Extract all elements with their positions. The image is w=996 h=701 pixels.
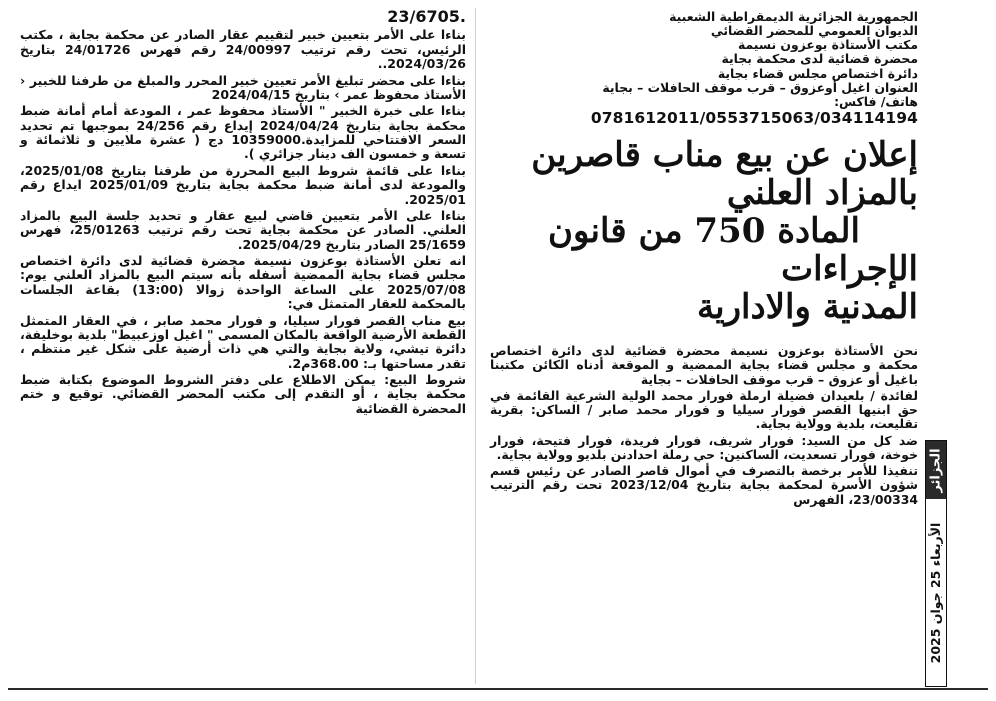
- spine-date: الأربعاء 25 جوان 2025: [927, 522, 943, 663]
- header-line-2: الديوان العمومي للمحضر القضائي: [710, 23, 918, 39]
- phone-numbers: 0781612011/0553715063/034114194: [590, 108, 918, 127]
- spine-title: الجزائر: [928, 447, 944, 493]
- left-paragraph-5: بناءا على الأمر بتعيين قاضي لبيع عقار و تحديد جلسة البيع بالمزاد العلني. الصادر عن محكمة بجاية تحت رقم ترتيب 25/01263، فهرس 25/1659 الصادر بتاريخ 2025/04/29.: [20, 207, 466, 252]
- header-line-1: الجمهورية الجزائرية الديمقراطية الشعبية: [669, 9, 918, 24]
- header-line-7: هاتف/ فاكس:: [834, 93, 918, 109]
- left-column: [20, 8, 466, 688]
- header-line-6: العنوان اغيل أوعزوق – قرب موقف الحافلات – بجاية: [602, 79, 918, 95]
- title-line-1: إعلان عن بيع مناب قاصرين: [531, 134, 918, 175]
- right-paragraph-1: نحن الأستاذة بوعزون نسيمة محضرة قضائية لدى دائرة اختصاص محكمة و مجلس قضاء بجاية الممضية و الموقعة أدناه الكائن مكتبنا باغيل أو عزوق – قرب موقف الحافلات – بجاية: [490, 343, 918, 387]
- header-line-4: محضرة قضائية لدى محكمة بجاية: [721, 51, 918, 67]
- left-paragraph-6: انه تعلن الأستاذة بوعزون نسيمة محضرة قضائية لدى دائرة اختصاص مجلس قضاء بجاية الممضية أسفله بأنه سيتم البيع بالمزاد العلني يوم: 2025/07/08 على الساعة الواحدة زوالا (13:00) بقاعة الجلسات بالمحكمة للعقار المتمثل في:: [20, 253, 467, 312]
- right-paragraph-3: ضد كل من السيد: فورار شريف، فورار فريدة، فورار فتيحة، فورار خوخة، فورار تسعديت، الساكنين: حي رملة احدادنن بلديو وولاية بجاية.: [490, 432, 918, 462]
- left-paragraph-7: بيع مناب القصر فورار سيليا، و فورار محمد صابر ، في العقار المتمثل القطعة الأرضية الواقعة بالمكان المسمى " اغيل اوزعبيط" بلدية بوخليفة، دائرة تيشي، ولاية بجاية والتي هي ذات أرضية على شكل غير منتظم ، تقدر مساحتها بـ: 368.00م2.: [20, 312, 466, 371]
- right-paragraph-4: تنفيذا للأمر برخصة بالتصرف في أموال قاصر الصادر عن رئيس قسم شؤون الأسرة لمحكمة بجاية بتاريخ 2023/12/04 تحت رقم الترتيب 23/00334، الفهرس: [490, 463, 918, 507]
- left-paragraph-4: بناءا على قائمة شروط البيع المحررة من طرفنا بتاريخ 2025/01/08، والمودعة لدى أمانة ضبط محكمة بجاية بتاريخ 2025/01/09 ايداع رقم 2025/01.: [20, 162, 466, 207]
- title-line-3: المادة 750 من قانون الإجراءات: [548, 210, 918, 289]
- title-line-4: المدنية والادارية: [696, 286, 918, 327]
- left-paragraph-3: بناءا على خبرة الخبير " الأستاذ محفوظ عمر ، المودعة أمام أمانة ضبط محكمة بجاية بتاريخ 2024/04/24 إيداع رقم 24/256 بموجبها تم تحديد السعر الافتتاحي للمزايدة.10359000 دج ( عشرة ملايين و ثلاثمائة و تسعة و خمسون الف دينار جزائري ).: [20, 103, 467, 162]
- column-divider: [475, 8, 476, 684]
- left-paragraph-8: شروط البيع: يمكن الاطلاع على دفتر الشروط الموضوع بكتابة ضبط محكمة بجاية ، أو التقدم إلى مكتب المحضر القضائي. توقيع و ختم المحضرة القضائية: [20, 372, 466, 416]
- newspaper-spine: [925, 440, 947, 687]
- left-paragraph-2: بناءا على محضر تبليغ الأمر تعيين خبير المحرر والمبلغ من طرفنا للخبير ‹ الأستاذ محفوظ عمر › بتاريخ 2024/04/15: [20, 72, 466, 102]
- right-paragraph-2: لفائدة / بلعيدان فضيلة ارملة فورار محمد الولية الشرعية القائمة في حق ابنيها القصر فورار سيليا و فورار محمد صابر / الساكن: بقرية تقليعت، بلدية وولاية بجاية.: [490, 387, 918, 432]
- left-paragraph-1: بناءا على الأمر بتعيين خبير لتقييم عقار الصادر عن محكمة بجاية ، مكتب الرئيس، تحت رقم ترتيب 24/00997 رقم فهرس 24/01726 بتاريخ 2024/03/26..: [20, 27, 466, 72]
- spine-title-box: [926, 441, 946, 499]
- left-top-reference: 23/6705.: [387, 7, 466, 26]
- right-body: [490, 344, 918, 507]
- title-line-2: بالمزاد العلني: [726, 172, 918, 213]
- announcement-title: [490, 136, 918, 326]
- right-column: [490, 10, 918, 685]
- header-line-5: دائرة اختصاص مجلس قضاء بجاية: [717, 65, 918, 81]
- header-line-3: مكتب الأستاذة بوعزون نسيمة: [737, 37, 918, 53]
- bottom-rule: [8, 688, 988, 690]
- spine-date-wrap: [926, 499, 946, 686]
